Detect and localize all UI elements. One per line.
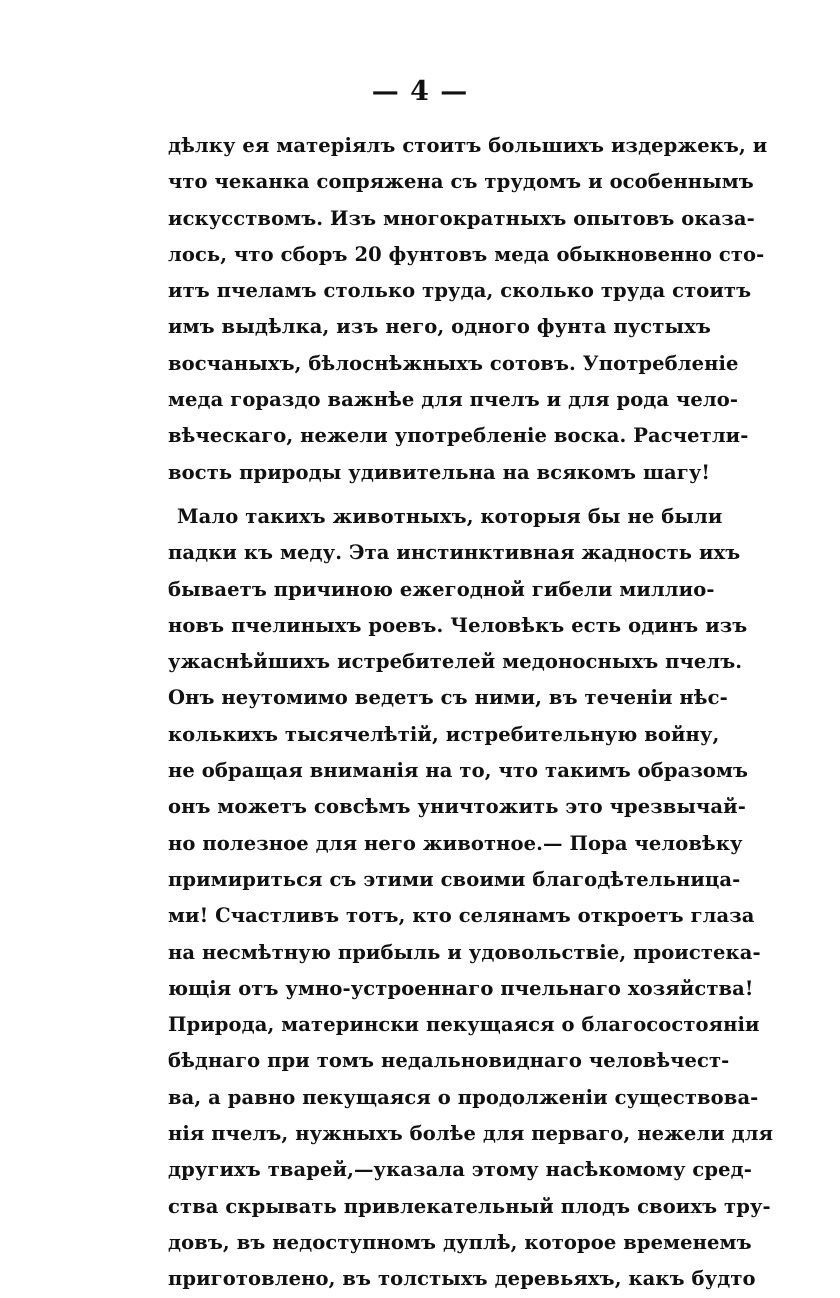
text-line: не обращая вниманія на то, что такимъ образомъ bbox=[168, 759, 749, 783]
text-line: колькихъ тысячелѣтій, истребительную войну, bbox=[168, 722, 720, 746]
text-line: ва, а равно пекущаяся о продолженіи существова- bbox=[168, 1085, 759, 1109]
text-line: меда гораздо важнѣе для пчелъ и для рода чело- bbox=[168, 388, 739, 412]
text-line: падки къ меду. Эта инстинктивная жадность ихъ bbox=[168, 541, 741, 565]
text-line: онъ можетъ совсѣмъ уничтожить это чрезвычай- bbox=[168, 795, 746, 819]
text-line: другихъ тварей,—указала этому насѣкомому сред- bbox=[168, 1158, 752, 1182]
text-line: Природа, матерински пекущаяся о благосостояніи bbox=[168, 1013, 760, 1037]
text-line: дѣлку ея матеріялъ стоитъ большихъ издержекъ, и bbox=[168, 134, 768, 157]
text-line: новъ пчелиныхъ роевъ. Человѣкъ есть одинъ изъ bbox=[168, 613, 748, 637]
text-line: ства скрывать привлекательный плодъ своихъ тру- bbox=[168, 1194, 771, 1218]
text-line: нія пчелъ, нужныхъ болѣе для перваго, нежели для bbox=[168, 1122, 774, 1146]
paragraph-2 bbox=[168, 499, 774, 1298]
text-line: но полезное для него животное.— Пора человѣку bbox=[168, 831, 743, 855]
text-line: ми! Счастливъ тотъ, кто селянамъ откроетъ глаза bbox=[168, 904, 755, 928]
body-text bbox=[168, 128, 774, 1298]
text-line: на несмѣтную прибыль и удовольствіе, проистека- bbox=[168, 940, 761, 964]
text-line: вость природы удивительна на всякомъ шагу! bbox=[168, 460, 711, 484]
text-line: итъ пчеламъ столько труда, сколько труда стоитъ bbox=[168, 279, 752, 303]
text-line: Мало такихъ животныхъ, которыя бы не были bbox=[177, 504, 723, 528]
page-number: — 4 — bbox=[371, 76, 469, 107]
paragraph-1 bbox=[168, 128, 768, 491]
text-line: бываетъ причиною ежегодной гибели миллио- bbox=[168, 577, 715, 601]
text-line: восчаныхъ, бѣлоснѣжныхъ сотовъ. Употребленіе bbox=[168, 351, 739, 375]
text-line: ужаснѣйшихъ истребителей медоносныхъ пчелъ. bbox=[168, 650, 743, 674]
text-line: примириться съ этими своими благодѣтельница- bbox=[168, 867, 741, 891]
text-line: что чеканка сопряжена съ трудомъ и особеннымъ bbox=[168, 170, 754, 194]
text-line: вѣческаго, нежели употребленіе воска. Расчетли- bbox=[168, 424, 749, 448]
text-line: довъ, въ недоступномъ дуплѣ, которое временемъ bbox=[168, 1230, 752, 1254]
text-line: имъ выдѣлка, изъ него, одного фунта пустыхъ bbox=[168, 315, 711, 339]
text-line: лось, что сборъ 20 фунтовъ меда обыкновенно сто- bbox=[168, 242, 765, 266]
text-line: искусствомъ. Изъ многократныхъ опытовъ оказа- bbox=[168, 206, 755, 230]
text-line: бѣднаго при томъ недальновиднаго человѣчест- bbox=[168, 1049, 730, 1073]
text-line: ющія отъ умно-устроеннаго пчельнаго хозяйства! bbox=[168, 976, 754, 1000]
text-line: приготовлено, въ толстыхъ деревьяхъ, какъ будто bbox=[168, 1267, 756, 1291]
text-line: Онъ неутомимо ведетъ съ ними, въ теченіи нѣс- bbox=[168, 686, 728, 710]
